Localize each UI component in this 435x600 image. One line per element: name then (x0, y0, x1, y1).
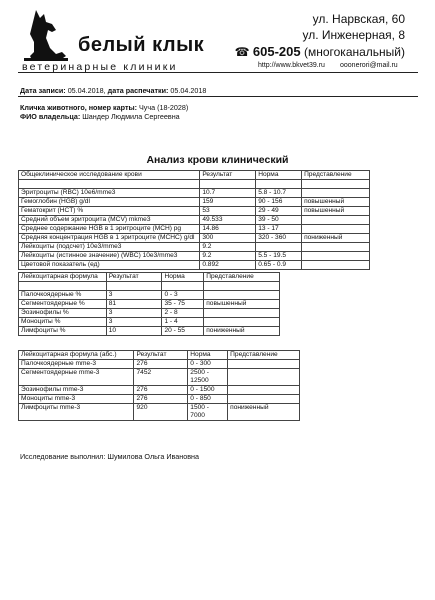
table-cell: Сегментоядерные % (19, 300, 107, 309)
table-cell: 0.65 - 0.9 (256, 261, 302, 270)
table-cell (204, 309, 280, 318)
table-cell: 90 - 156 (256, 198, 302, 207)
table-cell: Гематокрит (HCT) % (19, 207, 200, 216)
leukocyte-formula-table (18, 272, 280, 336)
phone-block (235, 44, 405, 59)
performer-signature: Исследование выполнил: Шумилова Ольга Ивановна (20, 452, 199, 461)
table-row (19, 369, 300, 386)
table-cell (302, 252, 370, 261)
table-cell: 3 (106, 291, 162, 300)
address-line-2: ул. Инженерная, 8 (302, 28, 405, 42)
column-header: Норма (256, 171, 302, 180)
owner-value: Шандер Людмила Сергеевна (82, 112, 180, 121)
table-cell: 35 - 75 (162, 300, 204, 309)
table-cell: 276 (134, 395, 188, 404)
table-cell: 49.533 (200, 216, 256, 225)
table-cell: Лейкоциты (истинное значение) (WBC) 10е3/mme3 (19, 252, 200, 261)
table-cell: пониженный (228, 404, 300, 421)
column-header: Результат (200, 171, 256, 180)
table-cell (256, 243, 302, 252)
table-cell (228, 395, 300, 404)
table-cell: Палочкоядерные mme-3 (19, 360, 134, 369)
table-cell: Лимфоциты % (19, 327, 107, 336)
table-cell: 3 (106, 318, 162, 327)
table-row (19, 318, 280, 327)
table-header-row (19, 273, 280, 282)
table-cell: Средняя концентрация HGB в 1 эритроците (MCHC) g/dl (19, 234, 200, 243)
brand-subtitle: ветеринарные клиники (22, 61, 178, 73)
table-cell: 10.7 (200, 189, 256, 198)
table-cell: 3 (106, 309, 162, 318)
table-cell: 1 - 4 (162, 318, 204, 327)
table-row (19, 261, 370, 270)
header-divider (18, 72, 418, 73)
phone-icon: ☎ (234, 45, 250, 59)
table-row (19, 243, 370, 252)
table-cell: 1500 - 7000 (188, 404, 228, 421)
dog-logo-icon (22, 8, 70, 62)
table-spacer-row (19, 180, 370, 189)
column-header: Норма (162, 273, 204, 282)
table-cell: Лимфоциты mme-3 (19, 404, 134, 421)
table-cell: 276 (134, 360, 188, 369)
table-row (19, 395, 300, 404)
owner-info (20, 112, 180, 121)
table-cell: 5.5 - 19.5 (256, 252, 302, 261)
blood-analysis-table (18, 170, 370, 270)
print-date-value: 05.04.2018 (170, 86, 207, 95)
table-cell (302, 243, 370, 252)
table-cell: 276 (134, 386, 188, 395)
column-header: Общеклиническое исследование крови (19, 171, 200, 180)
record-date-value: 05.04.2018 (67, 86, 104, 95)
table-cell: 53 (200, 207, 256, 216)
table-cell: Моноциты % (19, 318, 107, 327)
table-cell: 0 - 3 (162, 291, 204, 300)
column-header: Представление (204, 273, 280, 282)
table-cell: повышенный (302, 198, 370, 207)
table-cell: повышенный (302, 207, 370, 216)
table-cell (302, 225, 370, 234)
table-cell: 7452 (134, 369, 188, 386)
table-row (19, 291, 280, 300)
pet-label: Кличка животного, номер карты: (20, 103, 137, 112)
table-cell: 920 (134, 404, 188, 421)
table-row (19, 234, 370, 243)
table-cell (204, 318, 280, 327)
table-cell (228, 360, 300, 369)
table-row (19, 252, 370, 261)
table-cell: 0 - 300 (188, 360, 228, 369)
column-header: Результат (106, 273, 162, 282)
table-cell: Эозинофилы mme-3 (19, 386, 134, 395)
table-cell: Цветовой показатель (ед) (19, 261, 200, 270)
table-row (19, 207, 370, 216)
table-row (19, 300, 280, 309)
owner-label: ФИО владельца: (20, 112, 81, 121)
phone-note: (многоканальный) (303, 45, 405, 59)
pet-info (20, 103, 188, 112)
table-cell: 300 (200, 234, 256, 243)
table-cell: Лейкоциты (подсчет) 10е3/mme3 (19, 243, 200, 252)
address-line-1: ул. Нарвская, 60 (312, 12, 405, 26)
page-title: Анализ крови клинический (146, 154, 289, 166)
table-cell: 10 (106, 327, 162, 336)
column-header: Представление (302, 171, 370, 180)
table-cell: 2 - 8 (162, 309, 204, 318)
table-cell: 159 (200, 198, 256, 207)
column-header: Лейкоцитарная формула (19, 273, 107, 282)
brand-name: белый клык (78, 34, 205, 56)
table-cell: Палочкоядерные % (19, 291, 107, 300)
table-cell: Гемоглобин (HGB) g/dl (19, 198, 200, 207)
table-row (19, 386, 300, 395)
record-date-label: Дата записи: (20, 86, 66, 95)
record-dates: Дата записи: 05.04.2018, дата распечатки: 05.04.2018 (20, 86, 207, 95)
column-header: Норма (188, 351, 228, 360)
table-cell (228, 369, 300, 386)
table-cell: 14.86 (200, 225, 256, 234)
table-cell (204, 291, 280, 300)
table-cell: 9.2 (200, 252, 256, 261)
table-cell: Средний объем эритроцита (MCV) mkme3 (19, 216, 200, 225)
table-row (19, 327, 280, 336)
table-row (19, 189, 370, 198)
table-cell (302, 189, 370, 198)
table-cell: 5.8 - 10.7 (256, 189, 302, 198)
meta-divider (18, 96, 418, 97)
table-cell (228, 386, 300, 395)
table-cell (302, 216, 370, 225)
phone-number: 605-205 (252, 44, 301, 59)
table-cell: пониженный (204, 327, 280, 336)
leukocyte-absolute-table (18, 350, 300, 421)
column-header: Представление (228, 351, 300, 360)
table-row (19, 404, 300, 421)
table-cell: 13 - 17 (256, 225, 302, 234)
table-cell: пониженный (302, 234, 370, 243)
pet-value: Чуча (18-2028) (139, 103, 189, 112)
table-cell: 20 - 55 (162, 327, 204, 336)
website-link[interactable]: http://www.bkvet39.ru (258, 62, 325, 69)
table-row (19, 198, 370, 207)
table-cell: Моноциты mme-3 (19, 395, 134, 404)
table-cell: Среднее содержание HGB в 1 эритроците (MCH) pg (19, 225, 200, 234)
table-row (19, 216, 370, 225)
table-cell: 0 - 1500 (188, 386, 228, 395)
table-row (19, 225, 370, 234)
table-cell: 320 - 360 (256, 234, 302, 243)
table-spacer-row (19, 282, 280, 291)
table-cell: 0.892 (200, 261, 256, 270)
table-cell: Эозинофилы % (19, 309, 107, 318)
table-cell: 81 (106, 300, 162, 309)
table-cell: 0 - 850 (188, 395, 228, 404)
email-link[interactable]: ooonerori@mail.ru (340, 62, 398, 69)
table-cell (302, 261, 370, 270)
table-cell: 9.2 (200, 243, 256, 252)
table-cell: Сегментоядерные mme-3 (19, 369, 134, 386)
table-row (19, 360, 300, 369)
print-date-label: дата распечатки: (107, 86, 169, 95)
table-cell: 39 - 50 (256, 216, 302, 225)
table-row (19, 309, 280, 318)
table-cell: повышенный (204, 300, 280, 309)
column-header: Результат (134, 351, 188, 360)
table-cell: Эритроциты (RBC) 10е6/mme3 (19, 189, 200, 198)
table-header-row (19, 351, 300, 360)
table-cell: 29 - 49 (256, 207, 302, 216)
table-cell: 2500 - 12500 (188, 369, 228, 386)
column-header: Лейкоцитарная формула (абс.) (19, 351, 134, 360)
table-header-row (19, 171, 370, 180)
